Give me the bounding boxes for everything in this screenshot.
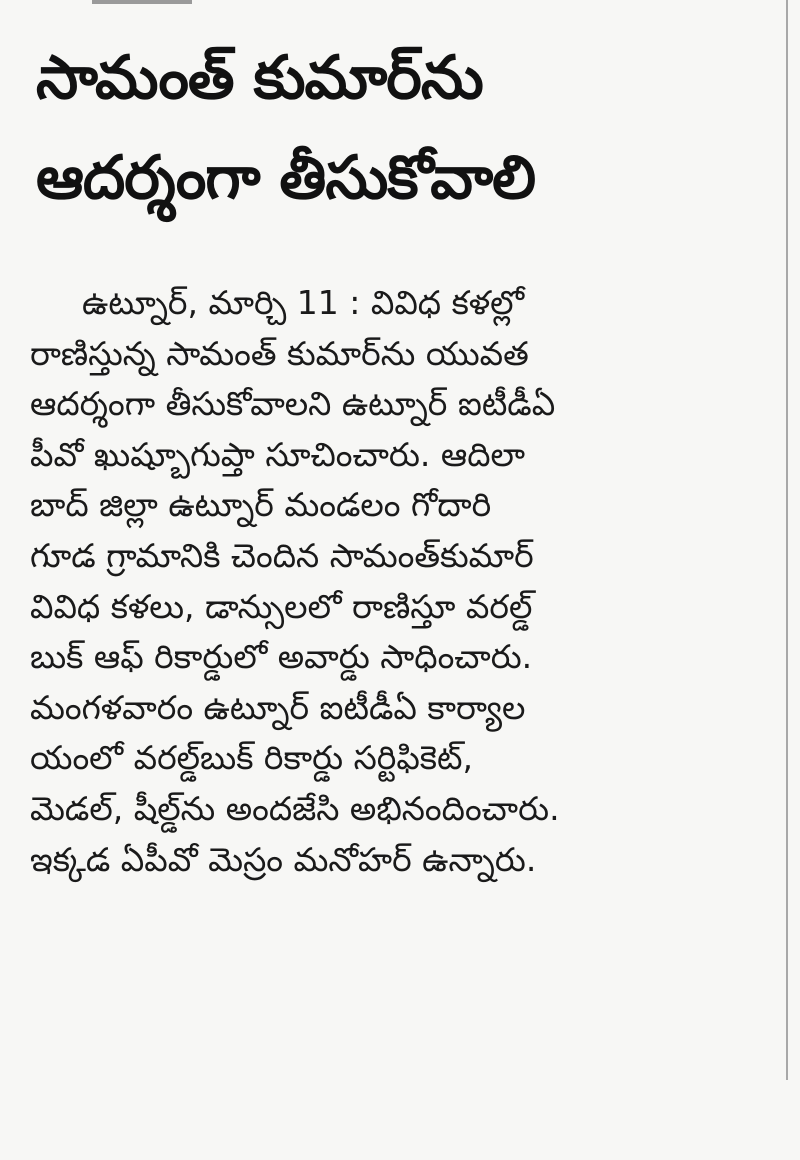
body-line: బుక్ ఆఫ్ రికార్డులో అవార్డు సాధించారు. [30, 637, 533, 677]
headline [36, 28, 776, 228]
column-rule [786, 0, 788, 1080]
headline-line: సామంత్ కుమార్‌ను [36, 43, 483, 113]
top-rule [92, 0, 192, 4]
body-line: పీవో ఖుష్బూగుప్తా సూచించారు. ఆదిలా [30, 434, 526, 474]
body-line: వివిధ కళలు, డాన్సులలో రాణిస్తూ వరల్డ్ [30, 586, 533, 626]
article-body [30, 278, 760, 885]
body-line: ఆదర్శంగా తీసుకోవాలని ఉట్నూర్ ఐటీడీఏ [30, 384, 556, 424]
body-line: మెడల్, షీల్డ్‌ను అందజేసి అభినందించారు. [30, 788, 560, 828]
headline-line: ఆదర్శంగా తీసుకోవాలి [36, 143, 536, 213]
body-line: ఇక్కడ ఏపీవో మెస్రం మనోహర్ ఉన్నారు. [30, 839, 537, 879]
body-line: ఉట్నూర్, మార్చి 11 : వివిధ కళల్లో [82, 283, 525, 322]
body-line: యంలో వరల్డ్‌బుక్ రికార్డు సర్టిఫికెట్, [30, 738, 473, 778]
body-line: మంగళవారం ఉట్నూర్ ఐటీడీఏ కార్యాల [30, 687, 526, 727]
body-line: బాద్ జిల్లా ఉట్నూర్ మండలం గోదారి [30, 485, 492, 525]
body-line: గూడ గ్రామానికి చెందిన సామంత్‌కుమార్ [30, 535, 534, 575]
body-line: రాణిస్తున్న సామంత్ కుమార్‌ను యువత [30, 333, 529, 373]
